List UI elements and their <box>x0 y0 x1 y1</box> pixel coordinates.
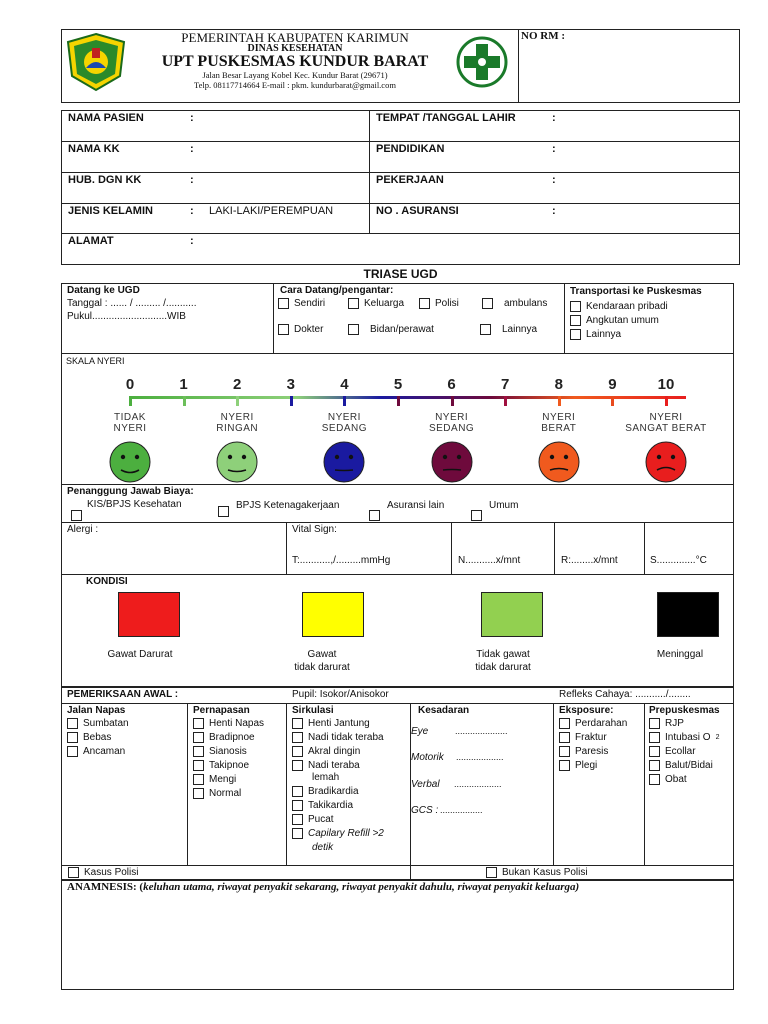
kondisi-swatch[interactable] <box>657 592 719 637</box>
jenis-kelamin-label: JENIS KELAMIN <box>68 205 153 217</box>
gcs-label: GCS : <box>411 805 439 816</box>
pain-face-label: NYERI <box>542 412 576 423</box>
cara-title: Cara Datang/pengantar: <box>280 285 394 296</box>
suhu-field: S..............°C <box>650 555 707 566</box>
pain-face-label: NYERI <box>649 412 683 423</box>
header-line3: UPT PUSKESMAS KUNDUR BARAT <box>161 53 429 70</box>
lainnya-transport-checkbox[interactable] <box>570 329 581 340</box>
kondisi-title: KONDISI <box>86 576 128 587</box>
eksposure-checkbox[interactable] <box>559 718 570 729</box>
capilary-detik: detik <box>312 842 334 853</box>
sirkulasi-item <box>292 828 384 839</box>
eksposure-checkbox[interactable] <box>559 760 570 771</box>
kondisi-swatch[interactable] <box>481 592 543 637</box>
ttl-label: TEMPAT /TANGGAL LAHIR <box>376 112 516 124</box>
ambulans-label: ambulans <box>504 298 548 309</box>
prepus-item <box>649 732 720 743</box>
prepus-label: Balut/Bidai <box>665 760 713 771</box>
pain-number: 4 <box>340 376 349 393</box>
pernapasan-checkbox[interactable] <box>193 732 204 743</box>
sirkulasi-checkbox[interactable] <box>292 718 303 729</box>
lainnya-transport-label: Lainnya <box>586 329 622 340</box>
pernapasan-label: Henti Napas <box>209 718 265 729</box>
sendiri-label: Sendiri <box>294 298 326 309</box>
pernapasan-checkbox[interactable] <box>193 774 204 785</box>
jalan-napas-item <box>67 732 111 743</box>
pain-face-label: NYERI <box>113 423 147 434</box>
pain-number: 1 <box>179 376 188 393</box>
pain-number: 2 <box>233 376 242 393</box>
sirkulasi-checkbox[interactable] <box>292 828 303 839</box>
pernapasan-label: Bradipnoe <box>209 732 255 743</box>
bidan-label: Bidan/perawat <box>370 324 434 335</box>
asuransi-lain-label: Asuransi lain <box>387 500 445 511</box>
anamnesis-label: ANAMNESIS: ( <box>67 881 144 893</box>
nadi-field: N...........x/mnt <box>458 555 521 566</box>
kasus-polisi-checkbox[interactable] <box>68 867 79 878</box>
alamat-colon: : <box>190 235 194 247</box>
sirkulasi-checkbox[interactable] <box>292 732 303 743</box>
sendiri-checkbox[interactable] <box>278 298 289 309</box>
asuransi-lain-checkbox[interactable] <box>369 510 380 521</box>
pernapasan-label: Sianosis <box>209 746 247 757</box>
pekerjaan-label: PEKERJAAN <box>376 174 444 186</box>
pain-tick <box>397 396 400 406</box>
sirkulasi-checkbox[interactable] <box>292 814 303 825</box>
pain-tick <box>611 396 614 406</box>
lainnya-cara-checkbox[interactable] <box>480 324 491 335</box>
pain-number: 0 <box>125 376 135 393</box>
nama-kk-label: NAMA KK <box>68 143 120 155</box>
pain-face-label: SEDANG <box>321 423 367 434</box>
kis-checkbox[interactable] <box>71 510 82 521</box>
anamnesis-detail: keluhan utama, riwayat penyakit sekarang, riwayat penyakit dahulu, riwayat penyakit keluarga) <box>143 881 580 893</box>
prepus-label: Obat <box>665 774 687 785</box>
jalan-napas-label: Bebas <box>83 732 112 743</box>
keluarga-checkbox[interactable] <box>348 298 359 309</box>
pain-face-icon <box>537 440 581 484</box>
pemeriksaan-box <box>61 687 734 880</box>
alergi-label: Alergi : <box>67 524 99 535</box>
eksposure-item <box>559 760 597 771</box>
pain-number: 8 <box>554 376 563 393</box>
no-rm-label: NO RM : <box>521 30 565 42</box>
kondisi-label: Meninggal <box>656 649 704 660</box>
pain-tick <box>504 396 507 406</box>
prepus-title: Prepuskesmas <box>649 705 720 716</box>
sirkulasi-label: Capilary Refill >2 <box>308 828 384 839</box>
pain-tick <box>451 396 454 406</box>
anamnesis-box[interactable] <box>61 880 734 990</box>
jalan-napas-label: Ancaman <box>83 746 126 757</box>
umum-checkbox[interactable] <box>471 510 482 521</box>
pain-face-label: NYERI <box>327 412 361 423</box>
pain-number: 3 <box>286 376 295 393</box>
kis-label: KIS/BPJS Kesehatan <box>87 499 182 510</box>
pain-face-icon <box>644 440 688 484</box>
pain-face[interactable] <box>514 412 604 486</box>
no-asuransi-label: NO . ASURANSI <box>376 205 459 217</box>
pain-tick <box>236 396 239 406</box>
pain-face-icon <box>322 440 366 484</box>
jalan-napas-checkbox[interactable] <box>67 732 78 743</box>
kesadaran-title: Kesadaran <box>418 705 470 716</box>
prepus-label: Intubasi O <box>665 732 711 743</box>
pain-face[interactable] <box>407 412 497 486</box>
prepus-checkbox[interactable] <box>649 718 660 729</box>
pain-tick <box>558 396 561 406</box>
dokter-label: Dokter <box>294 324 324 335</box>
pernapasan-item <box>193 788 241 799</box>
motorik-dots: ................... <box>456 752 504 762</box>
kendaraan-checkbox[interactable] <box>570 301 581 312</box>
sirkulasi-item <box>292 760 360 771</box>
kondisi-label: tidak darurat <box>475 662 531 673</box>
prepus-label: Ecollar <box>665 746 696 757</box>
bpjs-tk-label: BPJS Ketenagakerjaan <box>236 500 340 511</box>
pain-tick <box>183 396 186 406</box>
tanggal-field: Tanggal : ...... / ......... /........... <box>67 298 197 309</box>
pain-number: 7 <box>501 376 510 393</box>
sirkulasi-item <box>292 800 353 811</box>
datang-title: Datang ke UGD <box>67 285 140 296</box>
eksposure-checkbox[interactable] <box>559 746 570 757</box>
sirkulasi-checkbox[interactable] <box>292 786 303 797</box>
pain-face[interactable] <box>621 412 711 486</box>
pernapasan-title: Pernapasan <box>193 705 250 716</box>
sirkulasi-label: Pucat <box>308 814 334 825</box>
pain-face-label: SEDANG <box>428 423 475 434</box>
prepus-checkbox[interactable] <box>649 746 660 757</box>
prepus-item <box>649 746 696 757</box>
pukul-field: Pukul...........................WIB <box>67 311 186 322</box>
jenis-kelamin-colon: : <box>190 205 194 217</box>
bukan-kasus-polisi-label: Bukan Kasus Polisi <box>502 867 588 878</box>
triase-title: TRIASE UGD <box>363 267 438 281</box>
pain-number: 9 <box>608 376 617 393</box>
bukan-kasus-polisi-checkbox[interactable] <box>486 867 497 878</box>
pernapasan-label: Normal <box>209 788 242 799</box>
pekerjaan-colon: : <box>552 174 556 186</box>
kondisi-label: tidak darurat <box>294 662 350 673</box>
pain-face[interactable] <box>85 412 175 486</box>
refleks-field: Refleks Cahaya: .........../........ <box>559 689 691 700</box>
pernapasan-checkbox[interactable] <box>193 718 204 729</box>
polisi-label: Polisi <box>435 298 459 309</box>
pain-tick <box>343 396 346 406</box>
jalan-napas-title: Jalan Napas <box>67 705 126 716</box>
sirkulasi-title: Sirkulasi <box>292 705 334 716</box>
bidan-checkbox[interactable] <box>348 324 359 335</box>
pernapasan-item <box>193 760 249 771</box>
pendidikan-label: PENDIDIKAN <box>376 143 445 155</box>
sirkulasi-checkbox[interactable] <box>292 746 303 757</box>
prepus-checkbox[interactable] <box>649 774 660 785</box>
verbal-label: Verbal <box>411 779 440 790</box>
header-line1: PEMERINTAH KABUPATEN KARIMUN <box>181 30 409 45</box>
kondisi-label: Gawat Darurat <box>107 649 173 660</box>
eksposure-label: Paresis <box>575 746 609 757</box>
karimun-logo-icon <box>64 32 128 92</box>
nama-pasien-label: NAMA PASIEN <box>68 112 144 124</box>
prepus-label: RJP <box>665 718 684 729</box>
pernapasan-item <box>193 746 247 757</box>
nama-pasien-colon: : <box>190 112 194 124</box>
pernapasan-checkbox[interactable] <box>193 760 204 771</box>
kondisi-label: Gawat <box>307 649 337 660</box>
pernapasan-label: Takipnoe <box>209 760 250 771</box>
pupil-field: Pupil: Isokor/Anisokor <box>292 689 389 700</box>
dokter-checkbox[interactable] <box>278 324 289 335</box>
sirkulasi-label: Takikardia <box>308 800 354 811</box>
pernapasan-item <box>193 774 236 785</box>
header-line2: DINAS KESEHATAN <box>247 43 343 54</box>
pain-face-icon <box>108 440 152 484</box>
sirkulasi-label: Akral dingin <box>308 746 361 757</box>
sirkulasi-item <box>292 718 370 729</box>
vital-sign-title: Vital Sign: <box>292 524 337 535</box>
tensi-field: T:...........,/.........mmHg <box>292 555 391 566</box>
pain-face-label: BERAT <box>541 423 577 434</box>
pemeriksaan-title: PEMERIKSAAN AWAL : <box>67 689 179 700</box>
kendaraan-label: Kendaraan pribadi <box>586 301 668 312</box>
pain-face-icon <box>215 440 259 484</box>
eksposure-title: Eksposure: <box>559 705 614 716</box>
kasus-polisi-label: Kasus Polisi <box>84 867 139 878</box>
eksposure-item <box>559 718 627 729</box>
prepus-checkbox[interactable] <box>649 732 660 743</box>
respirasi-field: R:........x/mnt <box>561 555 618 566</box>
biaya-title: Penanggung Jawab Biaya: <box>67 486 194 497</box>
prepus-item <box>649 718 684 729</box>
keluarga-label: Keluarga <box>364 298 405 309</box>
kondisi-label: Tidak gawat <box>476 649 530 660</box>
pain-number: 10 <box>657 376 675 393</box>
sirkulasi-item <box>292 732 384 743</box>
eksposure-label: Perdarahan <box>575 718 628 729</box>
pain-face-icon <box>430 440 474 484</box>
pain-face-label: RINGAN <box>216 423 259 434</box>
eksposure-item <box>559 746 608 757</box>
pernapasan-checkbox[interactable] <box>193 788 204 799</box>
prepus-item <box>649 760 713 771</box>
pain-face-label: SANGAT BERAT <box>625 423 707 434</box>
sirkulasi-label: Nadi teraba <box>308 760 360 771</box>
gcs-dots: ................. <box>440 805 483 815</box>
no-asuransi-colon: : <box>552 205 556 217</box>
eksposure-item <box>559 732 607 743</box>
sirkulasi-label: Nadi tidak teraba <box>308 732 384 743</box>
anamnesis-title <box>67 881 579 893</box>
intubasi-sub: 2 <box>715 734 720 741</box>
pain-face[interactable] <box>192 412 282 486</box>
sirkulasi-checkbox[interactable] <box>292 760 303 771</box>
angkutan-label: Angkutan umum <box>586 315 659 326</box>
kondisi-swatch[interactable] <box>302 592 364 637</box>
sirkulasi-label: Henti Jantung <box>308 718 370 729</box>
pain-face[interactable] <box>299 412 389 486</box>
jalan-napas-label: Sumbatan <box>83 718 129 729</box>
eksposure-checkbox[interactable] <box>559 732 570 743</box>
nadi-teraba-lemah: lemah <box>312 772 340 783</box>
header-address: Jalan Besar Layang Kobel Kec. Kundur Barat (29671) <box>202 70 388 80</box>
jenis-kelamin-value: LAKI-LAKI/PEREMPUAN <box>209 205 334 217</box>
puskesmas-cross-icon <box>454 36 510 88</box>
sirkulasi-label: Bradikardia <box>308 786 359 797</box>
jalan-napas-checkbox[interactable] <box>67 746 78 757</box>
pain-tick <box>129 396 132 406</box>
ambulans-checkbox[interactable] <box>482 298 493 309</box>
pain-face-label: NYERI <box>220 412 254 423</box>
hub-kk-label: HUB. DGN KK <box>68 174 142 186</box>
pain-number: 5 <box>393 376 403 393</box>
eksposure-label: Plegi <box>575 760 598 771</box>
jalan-napas-checkbox[interactable] <box>67 718 78 729</box>
ttl-colon: : <box>552 112 556 124</box>
umum-label: Umum <box>489 500 519 511</box>
eye-label: Eye <box>411 726 429 737</box>
prepus-checkbox[interactable] <box>649 760 660 771</box>
lainnya-cara-label: Lainnya <box>502 324 538 335</box>
sirkulasi-checkbox[interactable] <box>292 800 303 811</box>
pernapasan-item <box>193 718 264 729</box>
pain-tick <box>290 396 293 406</box>
pendidikan-colon: : <box>552 143 556 155</box>
motorik-label: Motorik <box>411 752 444 763</box>
sirkulasi-item <box>292 786 359 797</box>
jalan-napas-item <box>67 746 125 757</box>
alamat-label: ALAMAT <box>68 235 114 247</box>
patient-table <box>61 110 740 265</box>
polisi-checkbox[interactable] <box>419 298 430 309</box>
eksposure-label: Fraktur <box>575 732 607 743</box>
sirkulasi-item <box>292 746 360 757</box>
nama-kk-colon: : <box>190 143 194 155</box>
skala-nyeri-title: SKALA NYERI <box>66 356 125 366</box>
pain-scale <box>100 376 707 486</box>
jalan-napas-item <box>67 718 129 729</box>
pain-number: 6 <box>447 376 456 393</box>
pain-face-label: NYERI <box>435 412 469 423</box>
transport-title: Transportasi ke Puskesmas <box>570 286 702 297</box>
hub-kk-colon: : <box>190 174 194 186</box>
header-divider <box>518 29 519 103</box>
pain-face-label: TIDAK <box>114 412 146 423</box>
bpjs-tk-checkbox[interactable] <box>218 506 229 517</box>
sirkulasi-item <box>292 814 334 825</box>
prepus-item <box>649 774 687 785</box>
kondisi-swatch[interactable] <box>118 592 180 637</box>
angkutan-checkbox[interactable] <box>570 315 581 326</box>
pernapasan-item <box>193 732 255 743</box>
pernapasan-label: Mengi <box>209 774 237 785</box>
pain-tick <box>665 396 668 406</box>
eye-dots: ..................... <box>455 726 508 736</box>
header-contact: Telp. 08117714664 E-mail : pkm. kundurbarat@gmail.com <box>194 80 396 90</box>
pain-scale-line <box>130 396 686 399</box>
pernapasan-checkbox[interactable] <box>193 746 204 757</box>
verbal-dots: ................... <box>454 779 502 789</box>
